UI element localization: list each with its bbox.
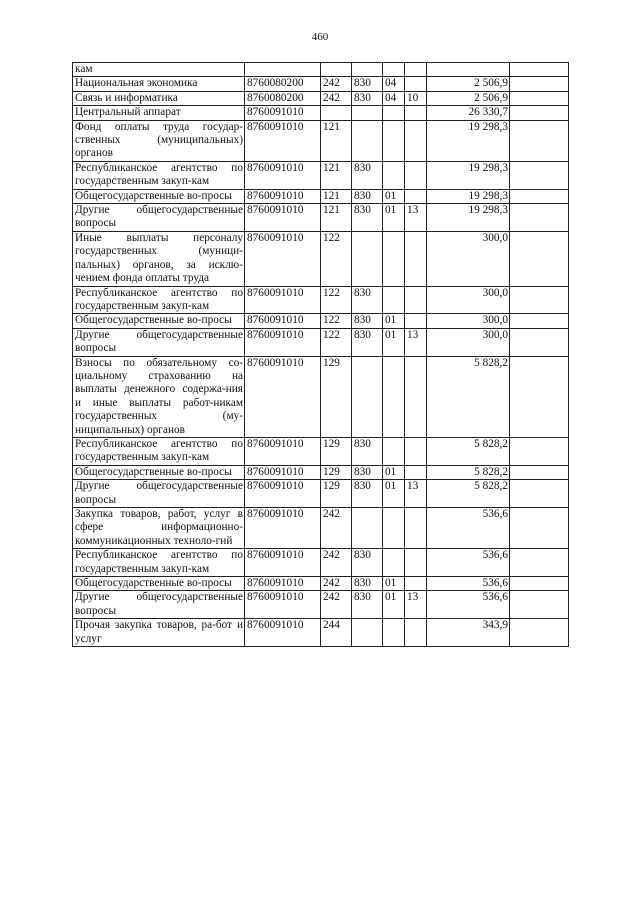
row-rz <box>383 356 405 437</box>
row-pr: 13 <box>405 591 427 619</box>
row-code: 8760091010 <box>245 231 321 286</box>
row-pr <box>405 189 427 203</box>
row-code: 8760091010 <box>245 591 321 619</box>
row-rz <box>383 549 405 577</box>
row-rz <box>383 286 405 314</box>
row-rz: 04 <box>383 91 405 105</box>
row-rz: 01 <box>383 465 405 479</box>
budget-table <box>72 62 569 647</box>
row-rz: 01 <box>383 577 405 591</box>
row-name: Другие общегосударственные вопросы <box>73 204 245 232</box>
row-amount: 5 828,2 <box>427 480 510 508</box>
row-pr <box>405 120 427 161</box>
row-vr: 122 <box>321 286 352 314</box>
table-body <box>73 63 569 647</box>
row-code: 8760091010 <box>245 619 321 647</box>
table-row <box>73 480 569 508</box>
row-extra <box>510 577 569 591</box>
table-row <box>73 286 569 314</box>
row-rz <box>383 161 405 189</box>
table-row <box>73 314 569 328</box>
row-amount: 300,0 <box>427 286 510 314</box>
row-ved: 830 <box>352 480 383 508</box>
row-extra <box>510 204 569 232</box>
row-vr: 242 <box>321 508 352 549</box>
row-amount: 300,0 <box>427 328 510 356</box>
row-vr: 242 <box>321 77 352 91</box>
row-pr: 13 <box>405 480 427 508</box>
row-rz: 01 <box>383 314 405 328</box>
table-row <box>73 465 569 479</box>
row-extra <box>510 63 569 77</box>
row-rz <box>383 508 405 549</box>
row-name: Другие общегосударственные вопросы <box>73 591 245 619</box>
row-rz <box>383 106 405 120</box>
row-rz: 01 <box>383 204 405 232</box>
row-ved <box>352 356 383 437</box>
table-row <box>73 577 569 591</box>
row-code: 8760091010 <box>245 161 321 189</box>
row-amount: 26 330,7 <box>427 106 510 120</box>
row-ved: 830 <box>352 161 383 189</box>
row-pr <box>405 549 427 577</box>
row-extra <box>510 286 569 314</box>
row-name: Общегосударственные во-просы <box>73 465 245 479</box>
row-name: Иные выплаты персоналу государственных (муници-пальных) органов, за исклю-чением фонда оплаты труда <box>73 231 245 286</box>
table-row <box>73 120 569 161</box>
row-code: 8760091010 <box>245 314 321 328</box>
row-ved: 830 <box>352 204 383 232</box>
row-amount: 536,6 <box>427 549 510 577</box>
row-extra <box>510 328 569 356</box>
row-extra <box>510 231 569 286</box>
row-vr <box>321 63 352 77</box>
row-amount: 536,6 <box>427 577 510 591</box>
row-amount: 536,6 <box>427 591 510 619</box>
row-name: Республиканское агентство по государственным закуп-кам <box>73 437 245 465</box>
row-code: 8760091010 <box>245 480 321 508</box>
row-extra <box>510 508 569 549</box>
row-code: 8760091010 <box>245 508 321 549</box>
row-rz <box>383 120 405 161</box>
row-pr <box>405 577 427 591</box>
row-code: 8760080200 <box>245 77 321 91</box>
row-amount: 536,6 <box>427 508 510 549</box>
row-extra <box>510 189 569 203</box>
row-code: 8760091010 <box>245 437 321 465</box>
row-amount: 5 828,2 <box>427 356 510 437</box>
row-vr: 129 <box>321 480 352 508</box>
page-number: 460 <box>311 31 329 43</box>
row-rz: 01 <box>383 480 405 508</box>
row-pr <box>405 465 427 479</box>
table-row <box>73 189 569 203</box>
row-name: Взносы по обязательному со-циальному страхованию на выплаты денежного содержа-ния и иные выплаты работ-никам государственных (му-ниципальных) органов <box>73 356 245 437</box>
table-row <box>73 328 569 356</box>
row-name: Общегосударственные во-просы <box>73 189 245 203</box>
table-row <box>73 437 569 465</box>
row-vr <box>321 106 352 120</box>
table-row <box>73 549 569 577</box>
row-pr <box>405 314 427 328</box>
table-row <box>73 591 569 619</box>
table-row <box>73 161 569 189</box>
row-code: 8760091010 <box>245 465 321 479</box>
row-pr <box>405 356 427 437</box>
row-rz <box>383 437 405 465</box>
row-ved <box>352 619 383 647</box>
row-name: Республиканское агентство по государственным закуп-кам <box>73 161 245 189</box>
row-ved: 830 <box>352 314 383 328</box>
row-vr: 242 <box>321 91 352 105</box>
row-amount: 19 298,3 <box>427 204 510 232</box>
row-code: 8760091010 <box>245 189 321 203</box>
row-vr: 242 <box>321 591 352 619</box>
row-ved: 830 <box>352 77 383 91</box>
row-rz <box>383 231 405 286</box>
row-ved: 830 <box>352 549 383 577</box>
row-amount: 5 828,2 <box>427 465 510 479</box>
row-code: 8760091010 <box>245 120 321 161</box>
row-amount: 19 298,3 <box>427 161 510 189</box>
row-vr: 121 <box>321 189 352 203</box>
table-row <box>73 91 569 105</box>
row-ved: 830 <box>352 437 383 465</box>
row-vr: 244 <box>321 619 352 647</box>
row-vr: 129 <box>321 437 352 465</box>
row-vr: 121 <box>321 120 352 161</box>
row-ved: 830 <box>352 189 383 203</box>
row-amount <box>427 63 510 77</box>
row-rz <box>383 63 405 77</box>
row-ved: 830 <box>352 577 383 591</box>
row-vr: 121 <box>321 204 352 232</box>
table-row <box>73 508 569 549</box>
row-ved: 830 <box>352 465 383 479</box>
table-row <box>73 106 569 120</box>
row-ved <box>352 508 383 549</box>
row-extra <box>510 437 569 465</box>
row-ved <box>352 106 383 120</box>
table-row <box>73 356 569 437</box>
row-ved <box>352 231 383 286</box>
row-amount: 300,0 <box>427 231 510 286</box>
row-extra <box>510 465 569 479</box>
table-row <box>73 619 569 647</box>
row-name: Связь и информатика <box>73 91 245 105</box>
row-extra <box>510 619 569 647</box>
row-extra <box>510 480 569 508</box>
row-extra <box>510 91 569 105</box>
row-rz: 01 <box>383 328 405 356</box>
table-row <box>73 77 569 91</box>
row-ved: 830 <box>352 286 383 314</box>
row-code <box>245 63 321 77</box>
row-extra <box>510 549 569 577</box>
row-code: 8760091010 <box>245 286 321 314</box>
row-rz: 01 <box>383 591 405 619</box>
row-name: Общегосударственные во-просы <box>73 577 245 591</box>
table-row <box>73 231 569 286</box>
row-pr <box>405 508 427 549</box>
row-pr <box>405 106 427 120</box>
row-pr <box>405 437 427 465</box>
row-pr: 13 <box>405 204 427 232</box>
row-amount: 5 828,2 <box>427 437 510 465</box>
row-code: 8760080200 <box>245 91 321 105</box>
row-pr <box>405 231 427 286</box>
row-vr: 122 <box>321 328 352 356</box>
row-name: Общегосударственные во-просы <box>73 314 245 328</box>
row-pr: 10 <box>405 91 427 105</box>
row-pr <box>405 161 427 189</box>
row-name: Центральный аппарат <box>73 106 245 120</box>
row-code: 8760091010 <box>245 106 321 120</box>
row-vr: 121 <box>321 161 352 189</box>
row-name: Другие общегосударственные вопросы <box>73 480 245 508</box>
row-ved <box>352 120 383 161</box>
row-code: 8760091010 <box>245 356 321 437</box>
row-rz: 01 <box>383 189 405 203</box>
row-name: Фонд оплаты труда государ-ственных (муниципальных) органов <box>73 120 245 161</box>
row-rz <box>383 619 405 647</box>
row-extra <box>510 120 569 161</box>
row-code: 8760091010 <box>245 577 321 591</box>
row-name: Республиканское агентство по государственным закуп-кам <box>73 286 245 314</box>
row-pr: 13 <box>405 328 427 356</box>
row-name: Закупка товаров, работ, услуг в сфере информационно-коммуникационных техноло-гий <box>73 508 245 549</box>
row-amount: 19 298,3 <box>427 120 510 161</box>
row-pr <box>405 286 427 314</box>
row-ved <box>352 63 383 77</box>
row-code: 8760091010 <box>245 328 321 356</box>
row-amount: 343,9 <box>427 619 510 647</box>
row-extra <box>510 106 569 120</box>
row-ved: 830 <box>352 591 383 619</box>
row-extra <box>510 314 569 328</box>
table-row <box>73 63 569 77</box>
row-name: Прочая закупка товаров, ра-бот и услуг <box>73 619 245 647</box>
row-vr: 242 <box>321 549 352 577</box>
row-amount: 2 506,9 <box>427 91 510 105</box>
row-ved: 830 <box>352 91 383 105</box>
row-extra <box>510 77 569 91</box>
row-vr: 122 <box>321 314 352 328</box>
row-code: 8760091010 <box>245 204 321 232</box>
row-vr: 122 <box>321 231 352 286</box>
row-extra <box>510 356 569 437</box>
row-pr <box>405 77 427 91</box>
row-name: Национальная экономика <box>73 77 245 91</box>
row-name: Другие общегосударственные вопросы <box>73 328 245 356</box>
row-extra <box>510 591 569 619</box>
row-rz: 04 <box>383 77 405 91</box>
row-name: Республиканское агентство по государственным закуп-кам <box>73 549 245 577</box>
row-pr <box>405 63 427 77</box>
row-pr <box>405 619 427 647</box>
row-name: кам <box>73 63 245 77</box>
row-code: 8760091010 <box>245 549 321 577</box>
row-amount: 300,0 <box>427 314 510 328</box>
row-amount: 2 506,9 <box>427 77 510 91</box>
row-vr: 129 <box>321 356 352 437</box>
row-extra <box>510 161 569 189</box>
table-row <box>73 204 569 232</box>
row-vr: 129 <box>321 465 352 479</box>
row-vr: 242 <box>321 577 352 591</box>
row-amount: 19 298,3 <box>427 189 510 203</box>
row-ved: 830 <box>352 328 383 356</box>
